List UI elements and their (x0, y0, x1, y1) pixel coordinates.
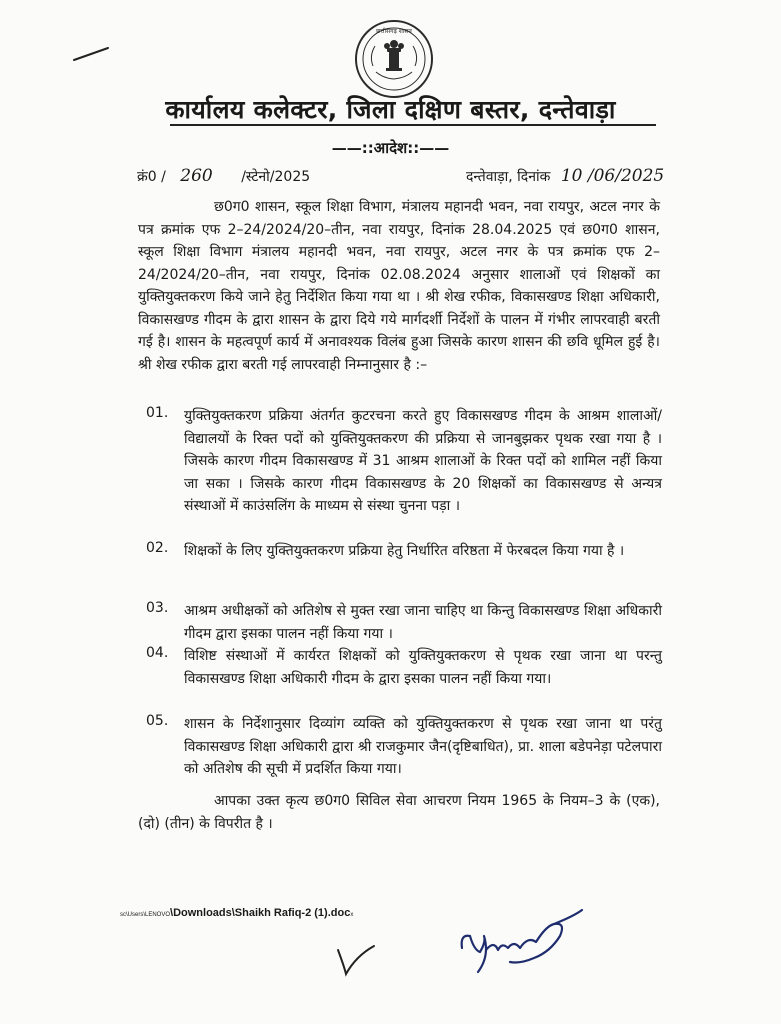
seal-caption: छत्तीसगढ़ शासन (376, 28, 412, 35)
closing-paragraph: आपका उक्त कृत्य छ0ग0 सिविल सेवा आचरण नियम 1965 के नियम–3 के (एक), (दो) (तीन) के विपरीत है । (138, 793, 660, 832)
reference-suffix: /स्टेनो/2025 (241, 169, 311, 185)
place-date (466, 166, 664, 186)
list-item: युक्तियुक्तकरण प्रक्रिया अंतर्गत कुटरचना करते हुए विकासखण्ड गीदम के आश्रम शालाओं/विद्यालयों के रिक्त पदों को युक्तियुक्तकरण की प्रक्रिया से जानबुझकर पृथक रखा गया है । जिसके कारण गीदम विकासखण्ड में 31 आश्रम शालाओं के रिक्त पदों को शामिल नहीं किया जा सका । जिसके कारण गीदम विकासखण्ड के 20 शिक्षकों का विकासखण्ड से अन्यत्र संस्थाओं में काउंसलिंग के माध्यम से संस्था चुनना पड़ा । (184, 408, 662, 514)
item-number: 02. (146, 540, 169, 556)
pen-stroke-mark (72, 44, 112, 64)
list-item: शासन के निर्देशानुसार दिव्यांग व्यक्ति को युक्तियुक्तकरण से पृथक रखा जाना था परंतु विकासखण्ड शिक्षा अधिकारी द्वारा श्री राजकुमार जैन(दृष्टिबाधित), प्रा. शाला बडेपनेड़ा पटेलपारा को अतिशेष की सूची में प्रदर्शित किया गया। (184, 716, 662, 777)
reference-number (137, 166, 310, 186)
list-item: शिक्षकों के लिए युक्तियुक्तकरण प्रक्रिया हेतु निर्धारित वरिष्ठता में फेरबदल किया गया है । (184, 543, 625, 559)
government-seal-icon (353, 18, 435, 100)
item-number: 04. (146, 645, 169, 661)
handwritten-date: 10 /06/2025 (560, 166, 665, 186)
signature-icon (450, 906, 590, 986)
intro-paragraph: छ0ग0 शासन, स्कूल शिक्षा विभाग, मंत्रालय महानदी भवन, नवा रायपुर, अटल नगर के पत्र क्रमांक एफ 2–24/2024/20–तीन, नवा रायपुर, दिनांक 28.04.2025 एवं छ0ग0 शासन, स्कूल शिक्षा विभाग मंत्रालय महानदी भवन, नवा रायपुर, अटल नगर के पत्र क्रमांक एफ 2–24/2024/20–तीन, नवा रायपुर, दिनांक 02.08.2024 अनुसार शालाओं एवं शिक्षकों का युक्तियुक्तकरण किये जाने हेतु निर्देशित किया गया था । श्री शेख रफीक, विकासखण्ड शिक्षा अधिकारी, विकासखण्ड गीदम के द्वारा शासन के द्वारा दिये गये मार्गदर्शी निर्देशों के पालन में गंभीर लापरवाही बरती गई है। शासन के महत्वपूर्ण कार्य में अनावश्यक विलंब हुआ जिसके कारण शासन की छवि धूमिल हुई है। श्री शेख रफीक द्वारा बरती गई लापरवाही निम्नानुसार है :– (138, 199, 660, 373)
list-item: आश्रम अधीक्षकों को अतिशेष से मुक्त रखा जाना चाहिए था किन्तु विकासखण्ड शिक्षा अधिकारी गीदम द्वारा इसका पालन नहीं किया गया । (184, 603, 662, 642)
office-title: कार्यालय कलेक्टर, जिला दक्षिण बस्तर, दन्तेवाड़ा (165, 95, 616, 124)
title-underline (170, 124, 656, 126)
item-number: 01. (146, 405, 169, 421)
tick-mark-icon (330, 940, 380, 980)
reference-prefix: क्रं0 / (137, 169, 166, 185)
place-date-label: दन्तेवाड़ा, दिनांक (466, 169, 551, 185)
list-item: विशिष्ट संस्थाओं में कार्यरत शिक्षकों को युक्तियुक्तकरण से पृथक रखा जाना था परन्तु विकासखण्ड शिक्षा अधिकारी गीदम के द्वारा इसका पालन नहीं किया गया। (184, 648, 662, 687)
file-path-prefix: sc\Users\LENOVO (120, 912, 171, 918)
order-heading: ——::आदेश::—— (331, 139, 450, 157)
file-path-text: \Downloads\Shaikh Rafiq-2 (1).doc (170, 907, 351, 919)
file-path-suffix: x (350, 912, 354, 918)
item-number: 03. (146, 600, 169, 616)
reference-handwritten-number: 260 (180, 166, 213, 186)
file-path-footer (120, 907, 353, 919)
item-number: 05. (146, 713, 169, 729)
